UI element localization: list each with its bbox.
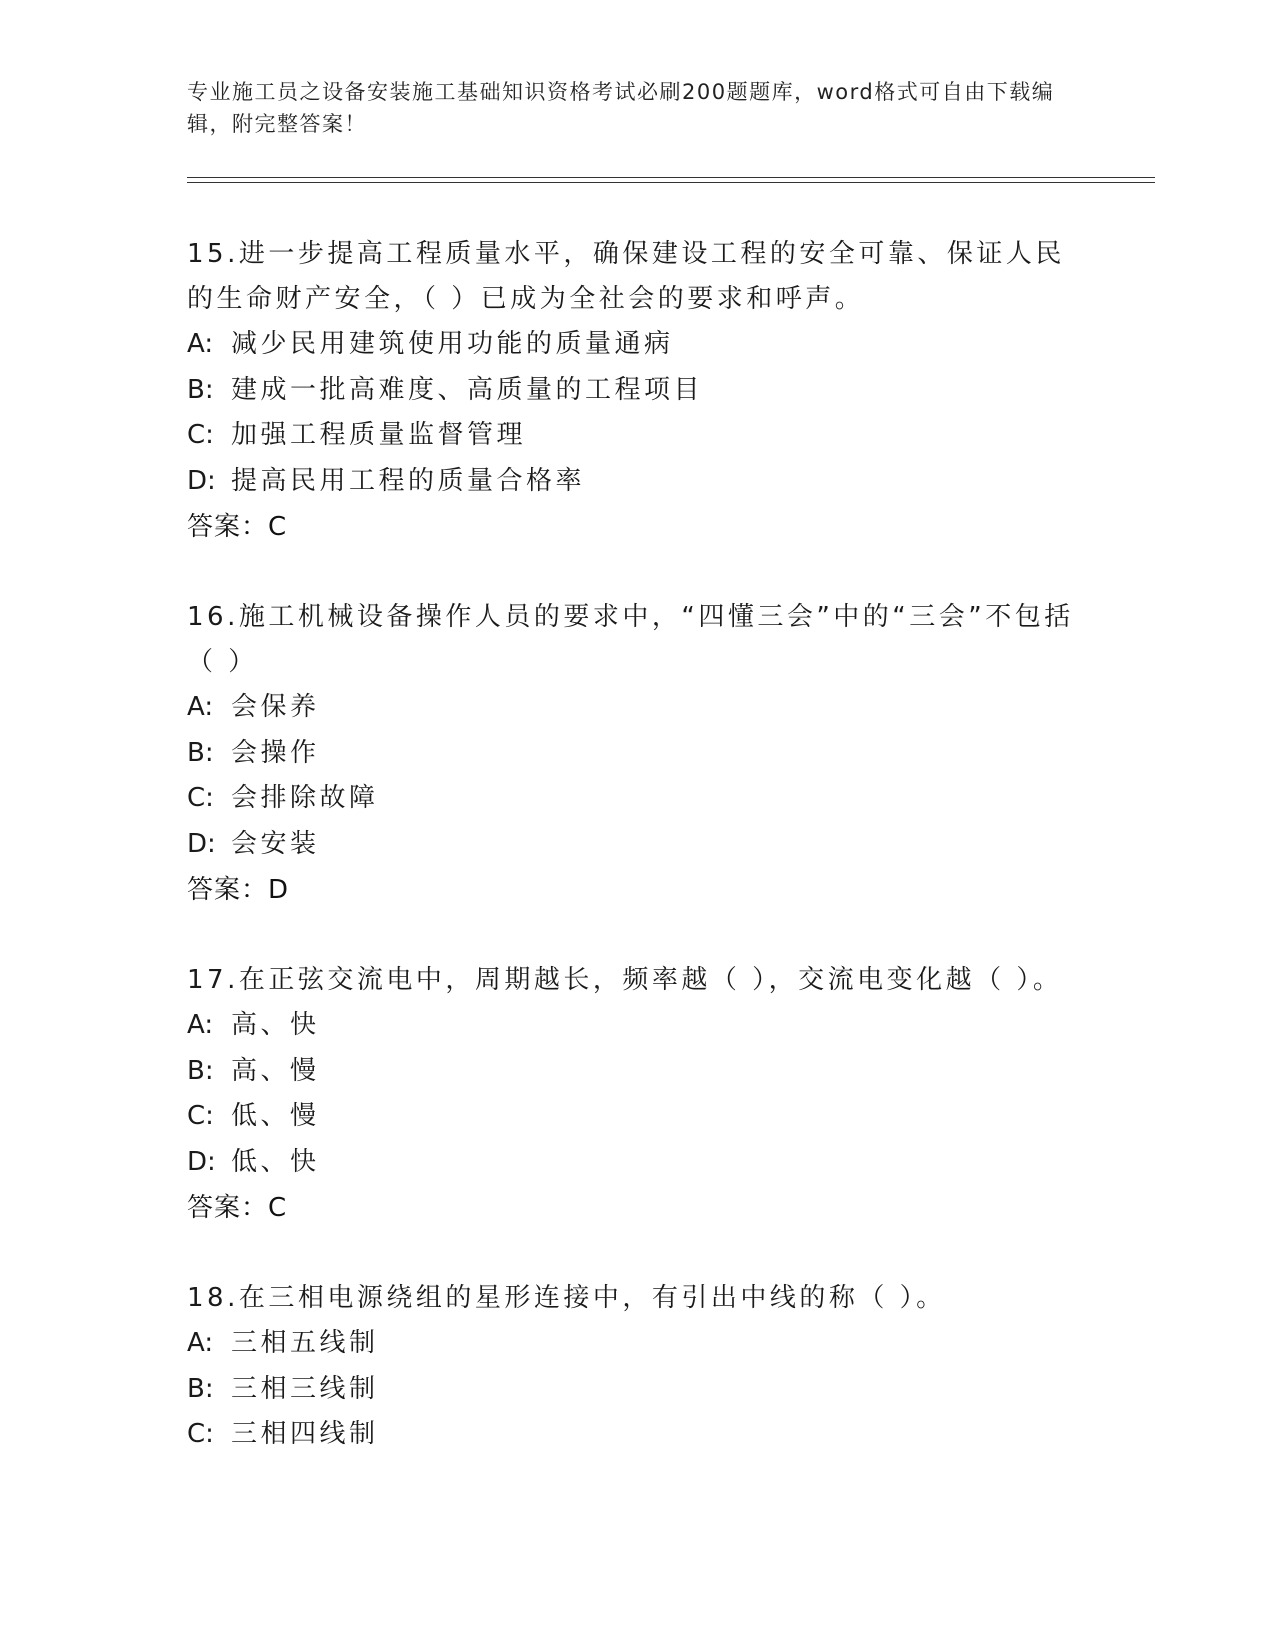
question-stem: 17.在正弦交流电中，周期越长，频率越（ ），交流电变化越（ ）。 (187, 965, 1063, 995)
answer: 答案：C (187, 512, 288, 542)
option-letter: C: (187, 1419, 214, 1449)
option-letter: C: (187, 1101, 214, 1131)
document-header: 专业施工员之设备安装施工基础知识资格考试必刷200题题库，word格式可自由下载编辑，附完整答案！ (187, 80, 1055, 136)
option-text: 加强工程质量监督管理 (231, 420, 527, 450)
option-text: 减少民用建筑使用功能的质量通病 (231, 329, 674, 359)
option-letter: A: (187, 692, 214, 722)
option-c (187, 1094, 1087, 1140)
option-c (187, 413, 1087, 459)
option-text: 三相五线制 (231, 1328, 379, 1358)
option-c (187, 776, 1087, 822)
option-b (187, 1049, 1087, 1095)
option-d (187, 1140, 1087, 1186)
option-text: 低、慢 (231, 1101, 320, 1131)
option-text: 高、快 (231, 1010, 320, 1040)
question-stem: 18.在三相电源绕组的星形连接中，有引出中线的称（ ）。 (187, 1283, 946, 1313)
option-a (187, 685, 1087, 731)
option-text: 会安装 (231, 828, 320, 859)
option-b (187, 731, 1087, 777)
option-text: 会排除故障 (231, 783, 379, 813)
option-letter: A: (187, 1328, 214, 1358)
option-letter: D: (187, 1146, 216, 1177)
option-letter: B: (187, 737, 214, 768)
option-b (187, 1367, 1087, 1413)
option-text: 三相四线制 (231, 1419, 379, 1449)
option-text: 会操作 (231, 737, 320, 768)
option-letter: B: (187, 1373, 214, 1404)
option-text: 会保养 (231, 692, 320, 722)
answer: 答案：C (187, 1193, 288, 1223)
option-letter: B: (187, 374, 214, 405)
option-letter: C: (187, 420, 214, 450)
question-list (187, 232, 1087, 1503)
header-divider-top (187, 177, 1155, 178)
question-16 (187, 595, 1087, 913)
question-17 (187, 958, 1087, 1231)
option-d (187, 822, 1087, 868)
option-letter: C: (187, 783, 214, 813)
option-letter: D: (187, 465, 216, 496)
question-stem: 16.施工机械设备操作人员的要求中，“四懂三会”中的“三会”不包括（ ） (187, 602, 1074, 677)
option-d (187, 459, 1087, 505)
option-b (187, 368, 1087, 414)
option-c (187, 1412, 1087, 1458)
option-text: 三相三线制 (231, 1373, 379, 1404)
option-letter: D: (187, 828, 216, 859)
option-text: 建成一批高难度、高质量的工程项目 (231, 374, 704, 405)
header-divider-bottom (187, 182, 1155, 183)
question-stem: 15.进一步提高工程质量水平，确保建设工程的安全可靠、保证人民的生命财产安全，（ ）已成为全社会的要求和呼声。 (187, 239, 1065, 314)
option-a (187, 322, 1087, 368)
option-letter: A: (187, 1010, 214, 1040)
question-18 (187, 1276, 1087, 1458)
option-text: 提高民用工程的质量合格率 (231, 465, 586, 496)
option-text: 高、慢 (231, 1055, 320, 1086)
option-letter: A: (187, 329, 214, 359)
question-15 (187, 232, 1087, 550)
answer: 答案：D (187, 875, 290, 905)
option-letter: B: (187, 1055, 214, 1086)
option-a (187, 1003, 1087, 1049)
option-a (187, 1321, 1087, 1367)
option-text: 低、快 (231, 1146, 320, 1177)
